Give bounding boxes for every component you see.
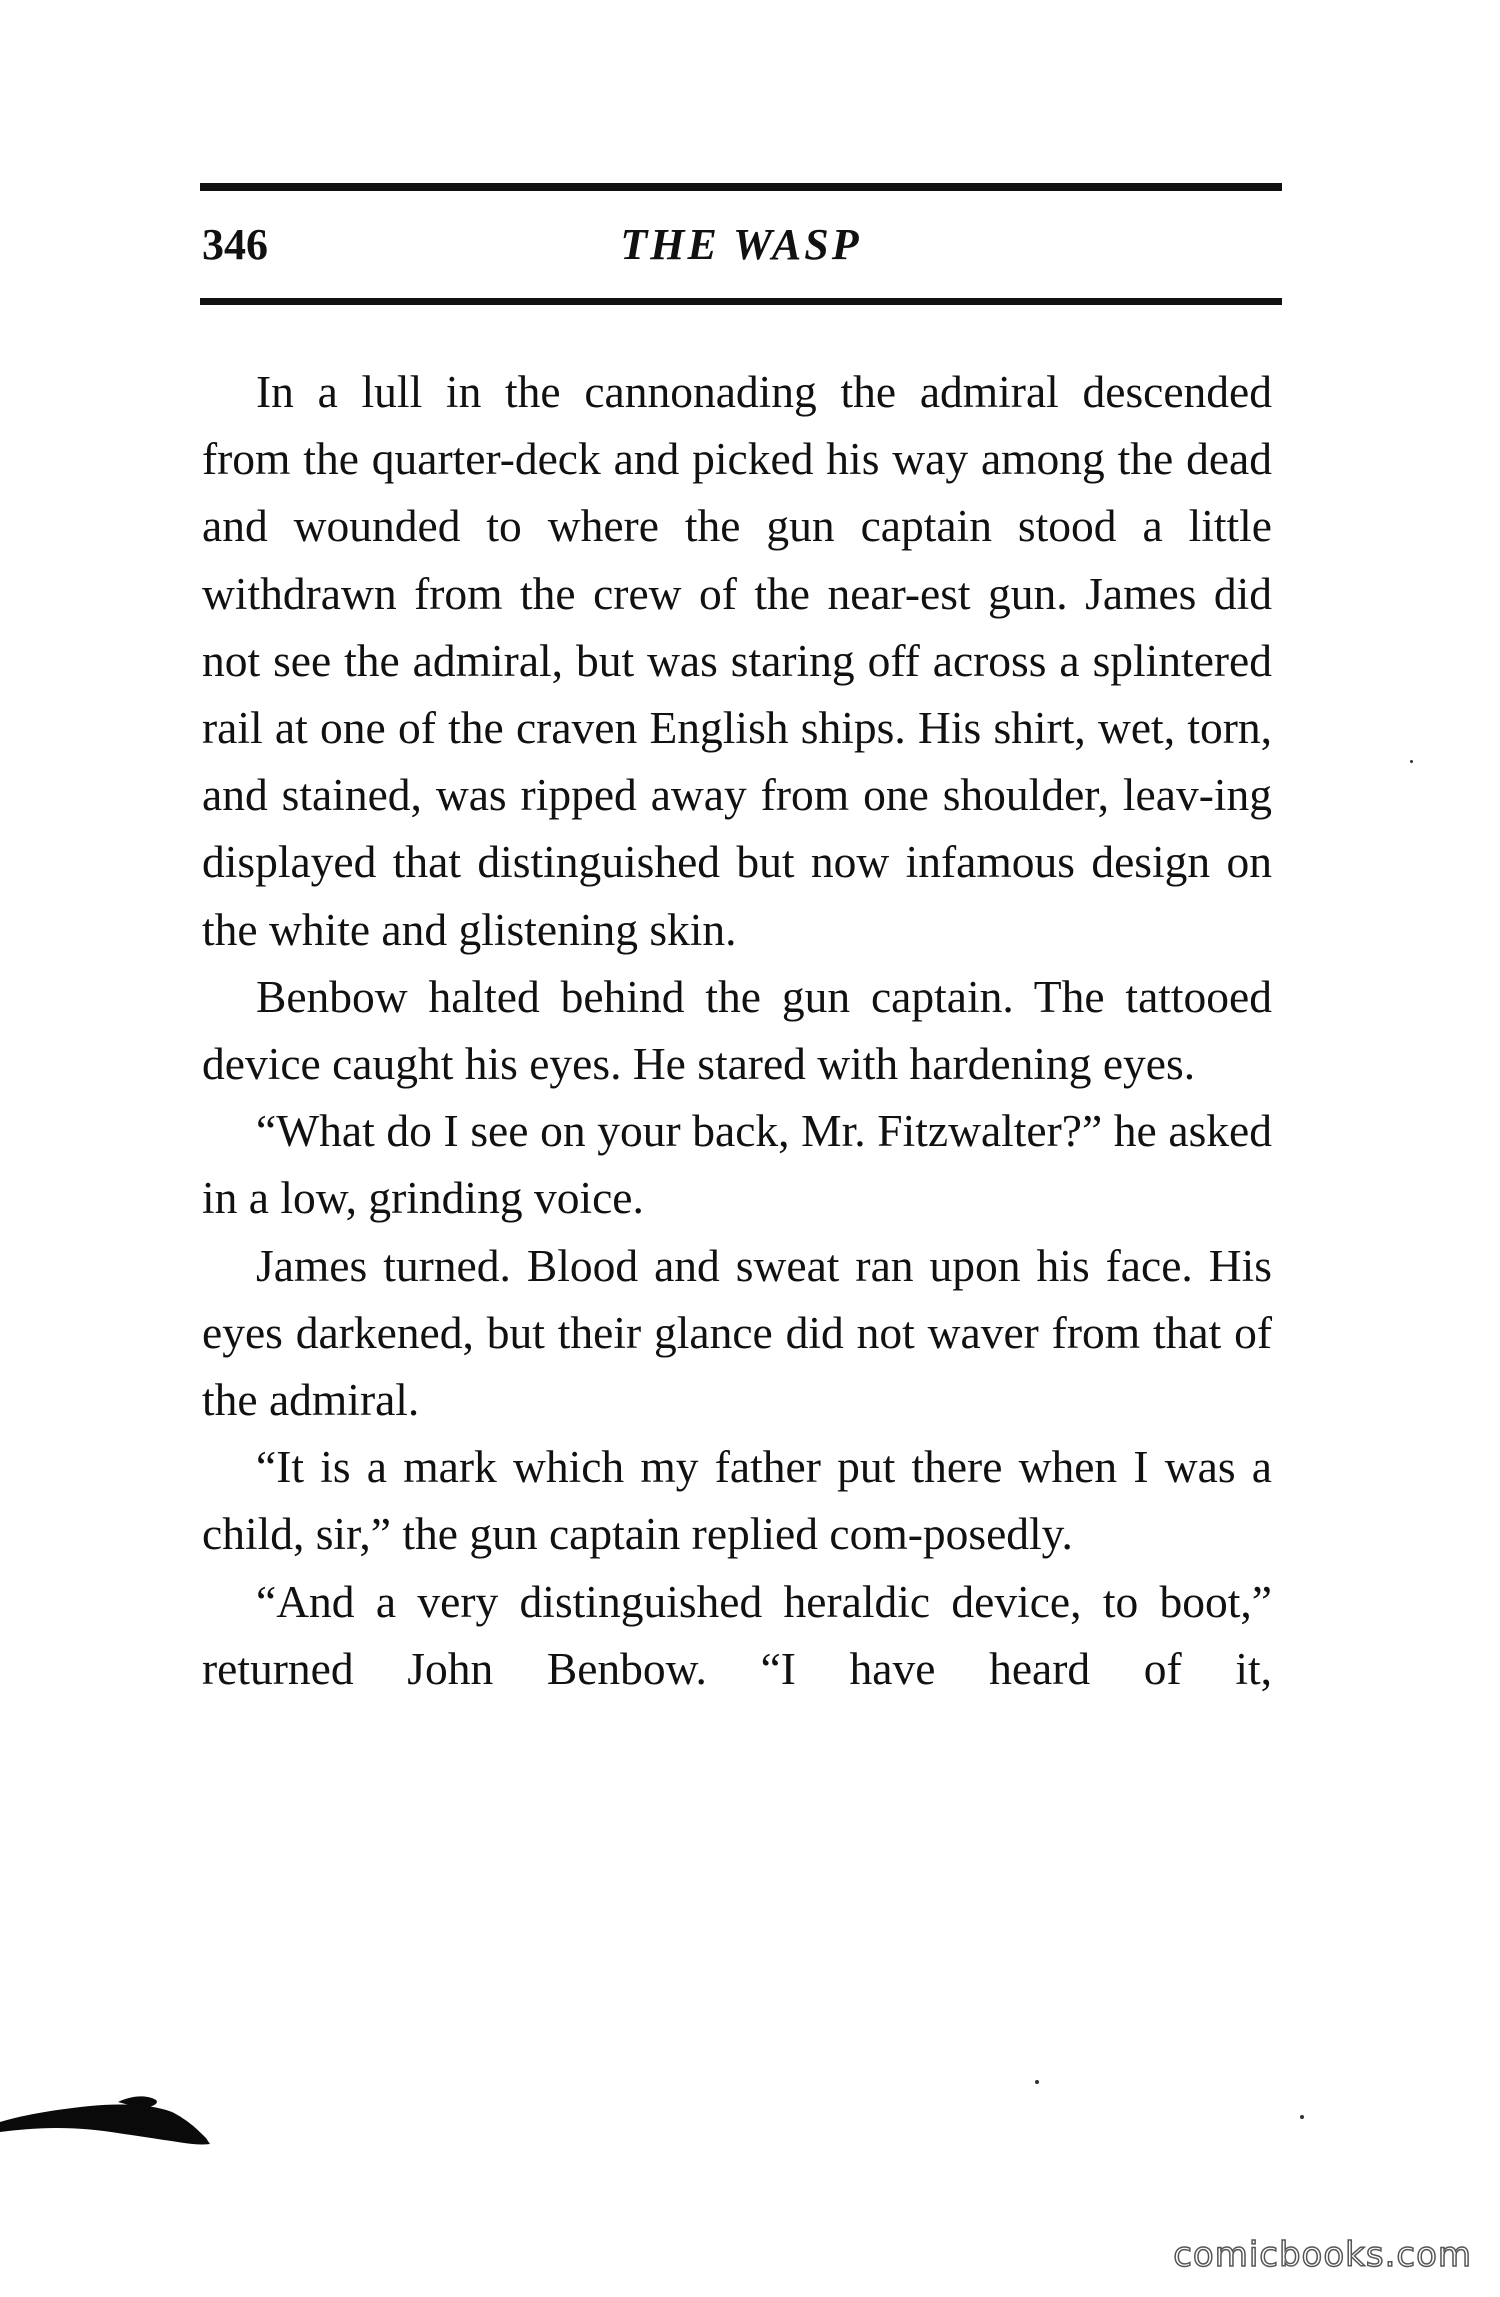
paragraph: “It is a mark which my father put there when I was a child, sir,” the gun captain replied com-posedly. (202, 1441, 1272, 1560)
paragraph: James turned. Blood and sweat ran upon his face. His eyes darkened, but their glance did not waver from that of the admiral. (202, 1239, 1272, 1426)
body-text (202, 358, 1272, 1702)
header-bottom-rule (200, 298, 1282, 305)
paragraph: “And a very distinguished heraldic device, to boot,” returned John Benbow. “I have heard of it, (202, 1575, 1272, 1694)
ink-blot-mark (0, 2090, 215, 2150)
ink-speck (1035, 2080, 1039, 2084)
watermark: comicbooks.com (1173, 2235, 1472, 2275)
running-title: THE WASP (620, 220, 862, 269)
paragraph: In a lull in the cannonading the admiral descended from the quarter-deck and picked his way among the dead and wounded to where the gun captain stood a little withdrawn from the crew of the near-est gun. James did not see the admiral, but was staring off across a splintered rail at one of the craven English ships. His shirt, wet, torn, and stained, was ripped away from one shoulder, leav-ing displayed that distinguished but now infamous design on the white and glistening skin. (202, 366, 1272, 955)
header-top-rule (200, 183, 1282, 191)
page-header (200, 205, 1282, 285)
paragraph: Benbow halted behind the gun captain. The tattooed device caught his eyes. He stared with hardening eyes. (202, 970, 1272, 1090)
paragraph: “What do I see on your back, Mr. Fitzwalter?” he asked in a low, grinding voice. (202, 1105, 1272, 1224)
page-number: 346 (202, 220, 268, 269)
ink-speck (1410, 760, 1413, 763)
ink-speck (1300, 2115, 1304, 2119)
